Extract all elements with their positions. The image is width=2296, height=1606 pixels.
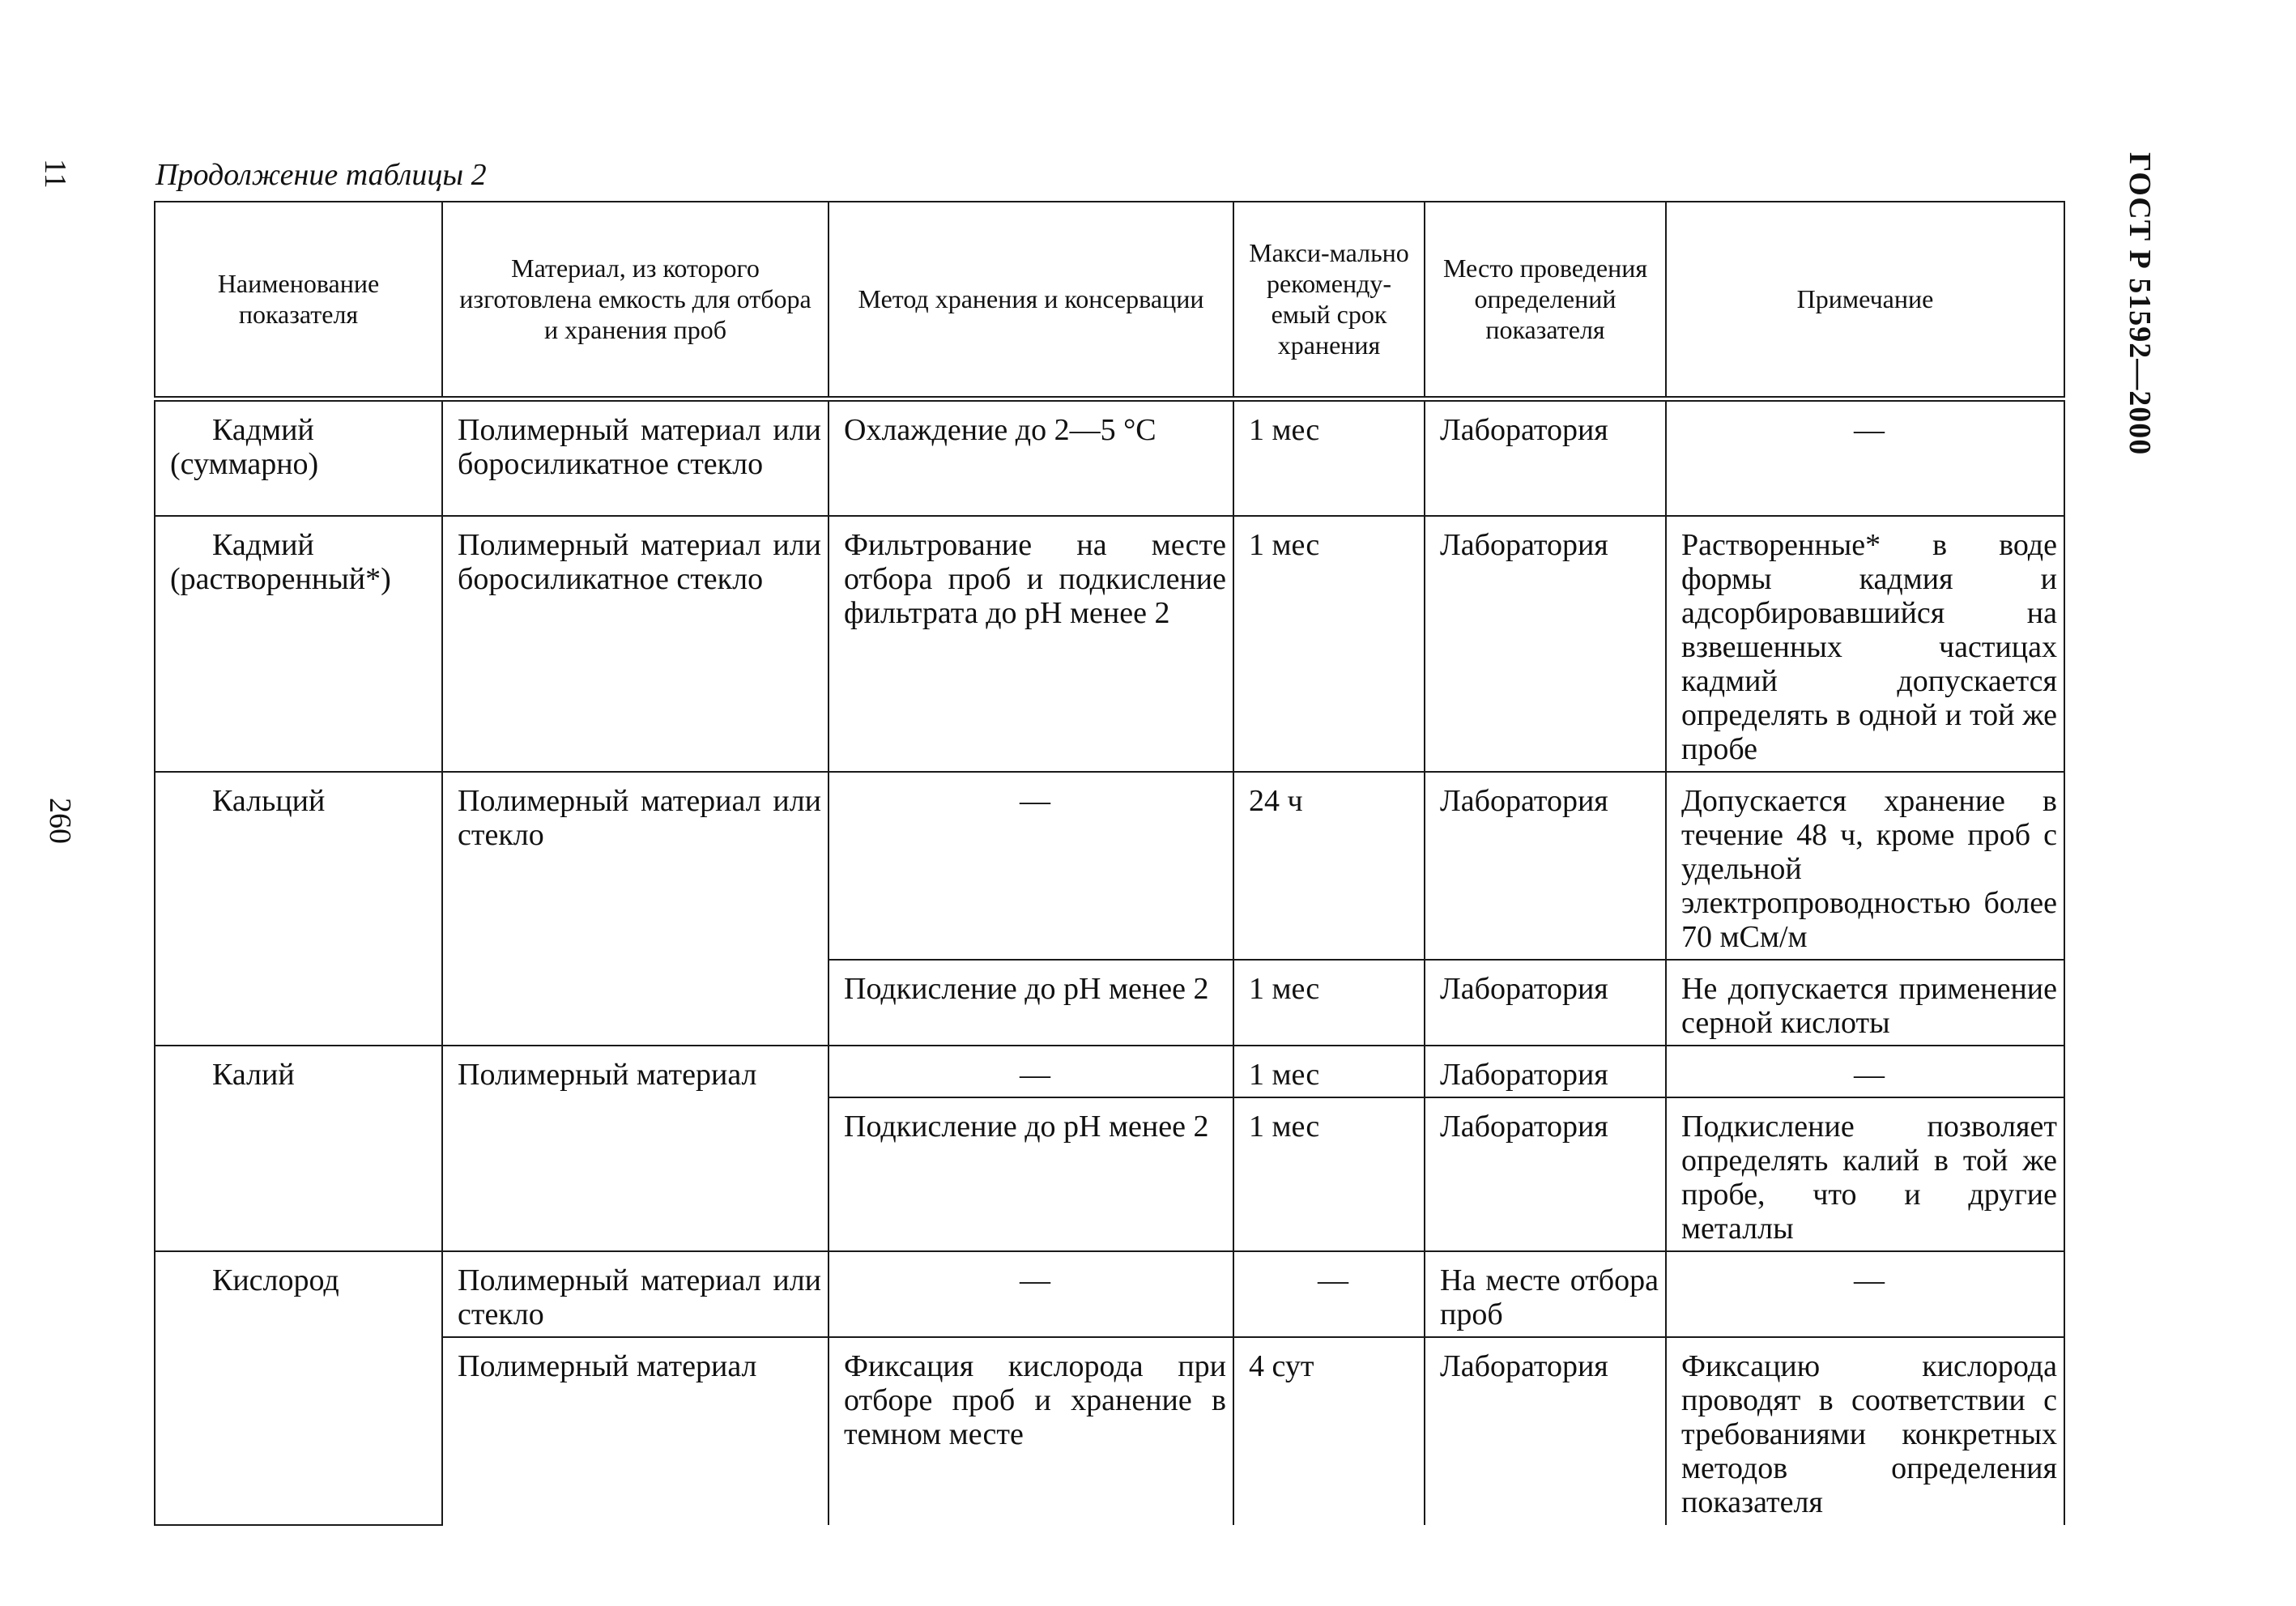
cell-material: Полимерный материал или стекло bbox=[442, 1251, 829, 1337]
cell-term: 1 мес bbox=[1233, 516, 1425, 772]
cell-term: 1 мес bbox=[1233, 960, 1425, 1046]
standard-code: ГОСТ Р 51592—2000 bbox=[2123, 152, 2157, 456]
cell-method: Подкисление до рН менее 2 bbox=[829, 1097, 1233, 1251]
page-number-document: 260 bbox=[43, 798, 77, 844]
storage-table bbox=[154, 201, 2065, 1526]
table-row bbox=[155, 1251, 2064, 1337]
header-name: Наименование показателя bbox=[155, 202, 442, 398]
cell-note: Подкисление позволяет определять калий в той же пробе, что и другие металлы bbox=[1666, 1097, 2064, 1251]
cell-method: Фильтрование на месте отбора проб и подкисление фильтрата до рН менее 2 bbox=[829, 516, 1233, 772]
cell-method: Охлаждение до 2—5 °С bbox=[829, 398, 1233, 516]
cell-name: Кислород bbox=[155, 1251, 442, 1525]
table-row bbox=[155, 398, 2064, 516]
cell-note: Растворенные* в воде формы кадмия и адсорбировавшийся на взвешенных частицах кадмий допускается определять в одной и той же пробе bbox=[1666, 516, 2064, 772]
cell-term: 1 мес bbox=[1233, 1097, 1425, 1251]
cell-material: Полимерный материал bbox=[442, 1337, 829, 1525]
cell-method: — bbox=[829, 1046, 1233, 1097]
table-row bbox=[155, 516, 2064, 772]
cell-material: Полимерный материал bbox=[442, 1046, 829, 1251]
header-material: Материал, из которого изготовлена емкость для отбора и хранения проб bbox=[442, 202, 829, 398]
cell-method: Фиксация кислорода при отборе проб и хранение в темном месте bbox=[829, 1337, 1233, 1525]
cell-material: Полимерный материал или боросиликатное стекло bbox=[442, 516, 829, 772]
cell-place: Лаборатория bbox=[1425, 772, 1666, 960]
cell-note: Фиксацию кислорода проводят в соответствии с требованиями конкретных методов определения показателя bbox=[1666, 1337, 2064, 1525]
cell-note: — bbox=[1666, 1046, 2064, 1097]
cell-place: Лаборатория bbox=[1425, 1046, 1666, 1097]
cell-name: Кадмий (растворенный*) bbox=[155, 516, 442, 772]
header-method: Метод хранения и консервации bbox=[829, 202, 1233, 398]
cell-name: Калий bbox=[155, 1046, 442, 1251]
cell-name: Кальций bbox=[155, 772, 442, 1046]
cell-term: 1 мес bbox=[1233, 1046, 1425, 1097]
cell-material: Полимерный материал или стекло bbox=[442, 772, 829, 1046]
cell-place: Лаборатория bbox=[1425, 1097, 1666, 1251]
cell-note: — bbox=[1666, 1251, 2064, 1337]
cell-place: Лаборатория bbox=[1425, 516, 1666, 772]
cell-term: 1 мес bbox=[1233, 398, 1425, 516]
cell-place: Лаборатория bbox=[1425, 960, 1666, 1046]
header-term: Макси-мально рекоменду-емый срок хранения bbox=[1233, 202, 1425, 398]
table-row bbox=[155, 772, 2064, 960]
cell-method: — bbox=[829, 1251, 1233, 1337]
cell-note: Не допускается применение серной кислоты bbox=[1666, 960, 2064, 1046]
cell-method: — bbox=[829, 772, 1233, 960]
cell-note: — bbox=[1666, 398, 2064, 516]
cell-name: Кадмий (суммарно) bbox=[155, 398, 442, 516]
cell-term: — bbox=[1233, 1251, 1425, 1337]
cell-term: 24 ч bbox=[1233, 772, 1425, 960]
cell-note: Допускается хранение в течение 48 ч, кроме проб с удельной электропроводностью более 70 мСм/м bbox=[1666, 772, 2064, 960]
cell-material: Полимерный материал или боросиликатное стекло bbox=[442, 398, 829, 516]
cell-place: На месте отбора проб bbox=[1425, 1251, 1666, 1337]
table-header-row bbox=[155, 202, 2064, 398]
cell-method: Подкисление до рН менее 2 bbox=[829, 960, 1233, 1046]
cell-term: 4 сут bbox=[1233, 1337, 1425, 1525]
page-number-small: 11 bbox=[38, 159, 72, 189]
table-row bbox=[155, 1046, 2064, 1097]
cell-place: Лаборатория bbox=[1425, 398, 1666, 516]
cell-place: Лаборатория bbox=[1425, 1337, 1666, 1525]
header-note: Примечание bbox=[1666, 202, 2064, 398]
header-place: Место проведения определений показателя bbox=[1425, 202, 1666, 398]
table-caption: Продолжение таблицы 2 bbox=[155, 158, 487, 192]
